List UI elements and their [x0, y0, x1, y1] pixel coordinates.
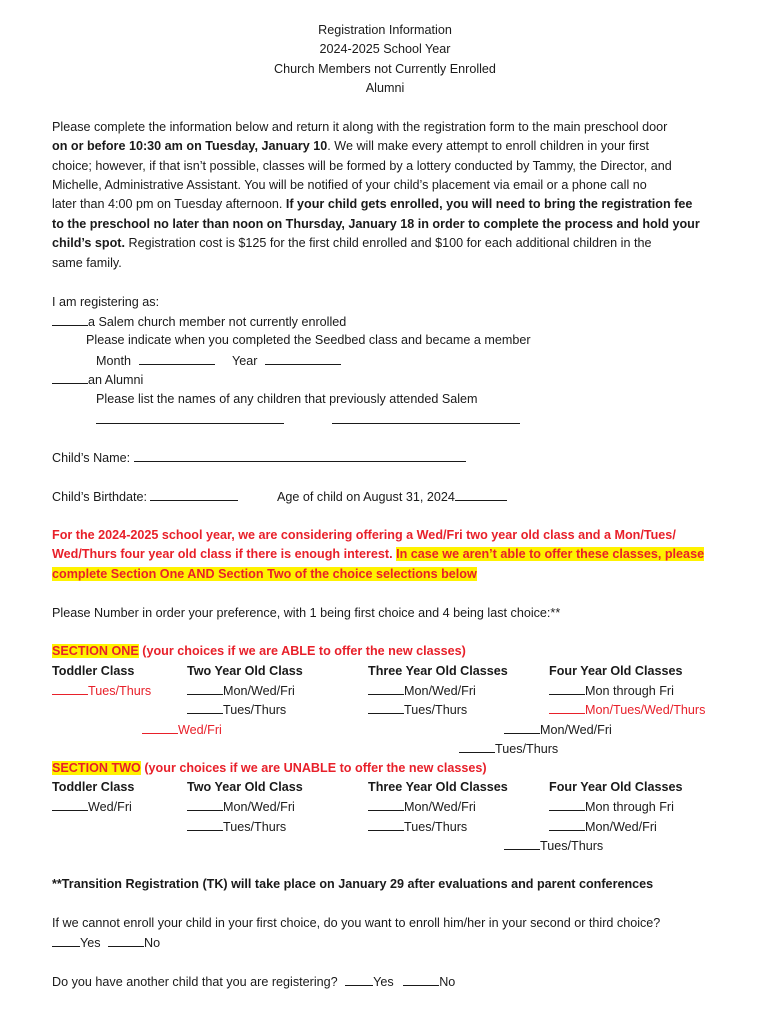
second-choice-question: If we cannot enroll your child in your first choice, do you want to enroll him/her in your second or third choice? — [52, 916, 661, 930]
choice-blank[interactable] — [142, 720, 178, 734]
child-birthdate-row: Child’s Birthdate: — [52, 487, 238, 507]
second-choice-answers: Yes No — [52, 933, 160, 953]
intro-line: Please complete the information below and return it along with the registration form to the main preschool door — [52, 120, 668, 134]
three-year-header: Three Year Old Classes — [368, 664, 508, 678]
month-year-row: Month Year — [96, 351, 341, 371]
child-age-row: Age of child on August 31, 2024 — [277, 487, 507, 507]
another-child-question: Do you have another child that you are registering? Yes No — [52, 972, 455, 992]
choice-blank[interactable] — [549, 681, 585, 695]
preference-instruction: Please Number in order your preference, with 1 being first choice and 4 being last choice:** — [52, 606, 561, 620]
choice-item[interactable]: Mon/Wed/Fri — [368, 797, 476, 817]
intro-line: child’s spot. Registration cost is $125 for the first child enrolled and $100 for each additional children in the — [52, 236, 652, 250]
no-blank[interactable] — [403, 972, 439, 986]
choice-blank[interactable] — [52, 681, 88, 695]
four-year-header: Four Year Old Classes — [549, 664, 683, 678]
choice-blank[interactable] — [368, 817, 404, 831]
title-line-1: Registration Information — [318, 23, 452, 37]
toddler-header: Toddler Class — [52, 780, 135, 794]
title-line-2: 2024-2025 School Year — [319, 42, 451, 56]
choice-item[interactable]: Mon/Wed/Fri — [504, 720, 612, 740]
choice-item[interactable]: Tues/Thurs — [368, 700, 467, 720]
option-church-member[interactable]: a Salem church member not currently enrolled — [52, 312, 346, 332]
option-alumni[interactable]: an Alumni — [52, 370, 143, 390]
option-blank-field[interactable] — [52, 370, 88, 384]
alumni-name-field-1[interactable] — [96, 410, 284, 424]
choice-blank[interactable] — [459, 739, 495, 753]
choice-blank[interactable] — [52, 797, 88, 811]
choice-item[interactable]: Mon through Fri — [549, 681, 674, 701]
child-name-row: Child’s Name: — [52, 448, 466, 468]
choice-item[interactable]: Mon/Wed/Fri — [187, 681, 295, 701]
title-line-3: Church Members not Currently Enrolled — [274, 62, 496, 76]
two-year-header: Two Year Old Class — [187, 664, 303, 678]
choice-item[interactable]: Tues/Thurs — [459, 739, 558, 759]
intro-line: same family. — [52, 256, 122, 270]
choice-blank[interactable] — [368, 700, 404, 714]
choice-item[interactable]: Wed/Fri — [52, 797, 132, 817]
choice-item[interactable]: Mon/Wed/Fri — [549, 817, 657, 837]
three-year-header: Three Year Old Classes — [368, 780, 508, 794]
intro-line: later than 4:00 pm on Tuesday afternoon. If your child gets enrolled, you will need to bring the registration fee — [52, 197, 693, 211]
four-year-header: Four Year Old Classes — [549, 780, 683, 794]
toddler-header: Toddler Class — [52, 664, 135, 678]
choice-blank[interactable] — [549, 817, 585, 831]
title-line-4: Alumni — [365, 81, 405, 95]
intro-line: on or before 10:30 am on Tuesday, January 10. We will make every attempt to enroll children in your first — [52, 139, 650, 153]
intro-line: choice; however, if that isn’t possible, classes will be formed by a lottery conducted by Tammy, the Director, and — [52, 159, 672, 173]
choice-blank[interactable] — [549, 797, 585, 811]
choice-blank[interactable] — [504, 836, 540, 850]
choice-item[interactable]: Tues/Thurs — [52, 681, 151, 701]
yes-blank[interactable] — [345, 972, 373, 986]
intro-line: Michelle, Administrative Assistant. You will be notified of your child’s placement via email or a phone call no — [52, 178, 647, 192]
option-blank-field[interactable] — [52, 312, 88, 326]
choice-item[interactable]: Tues/Thurs — [187, 700, 286, 720]
choice-item[interactable]: Mon/Wed/Fri — [368, 681, 476, 701]
two-year-header: Two Year Old Class — [187, 780, 303, 794]
no-blank[interactable] — [108, 933, 144, 947]
month-field[interactable] — [139, 351, 215, 365]
choice-blank[interactable] — [187, 681, 223, 695]
choice-blank[interactable] — [187, 817, 223, 831]
choice-blank[interactable] — [368, 797, 404, 811]
choice-blank[interactable] — [549, 700, 585, 714]
choice-blank[interactable] — [504, 720, 540, 734]
choice-blank[interactable] — [368, 681, 404, 695]
alumni-note: Please list the names of any children that previously attended Salem — [96, 392, 478, 406]
intro-line: to the preschool no later than noon on Thursday, January 18 in order to complete the process and hold your — [52, 217, 700, 231]
alumni-name-field-2[interactable] — [332, 410, 520, 424]
seedbed-note: Please indicate when you completed the Seedbed class and became a member — [86, 333, 531, 347]
choice-item[interactable]: Mon through Fri — [549, 797, 674, 817]
child-name-field[interactable] — [134, 448, 466, 462]
yes-blank[interactable] — [52, 933, 80, 947]
alumni-names-row — [96, 410, 520, 430]
transition-note: **Transition Registration (TK) will take place on January 29 after evaluations and parent conferences — [52, 877, 654, 891]
choice-item[interactable]: Wed/Fri — [142, 720, 222, 740]
choice-item[interactable]: Tues/Thurs — [187, 817, 286, 837]
child-birthdate-field[interactable] — [150, 487, 238, 501]
choice-blank[interactable] — [187, 797, 223, 811]
section-two-title: SECTION TWO (your choices if we are UNABLE to offer the new classes) — [52, 761, 487, 775]
child-age-field[interactable] — [455, 487, 507, 501]
choice-item[interactable]: Tues/Thurs — [504, 836, 603, 856]
choice-blank[interactable] — [187, 700, 223, 714]
section-one-title: SECTION ONE (your choices if we are ABLE to offer the new classes) — [52, 644, 466, 658]
year-field[interactable] — [265, 351, 341, 365]
registering-heading: I am registering as: — [52, 295, 160, 309]
choice-item[interactable]: Tues/Thurs — [368, 817, 467, 837]
choice-item[interactable]: Mon/Wed/Fri — [187, 797, 295, 817]
choice-item[interactable]: Mon/Tues/Wed/Thurs — [549, 700, 705, 720]
deadline-text: on or before 10:30 am on Tuesday, January 10 — [52, 139, 328, 153]
